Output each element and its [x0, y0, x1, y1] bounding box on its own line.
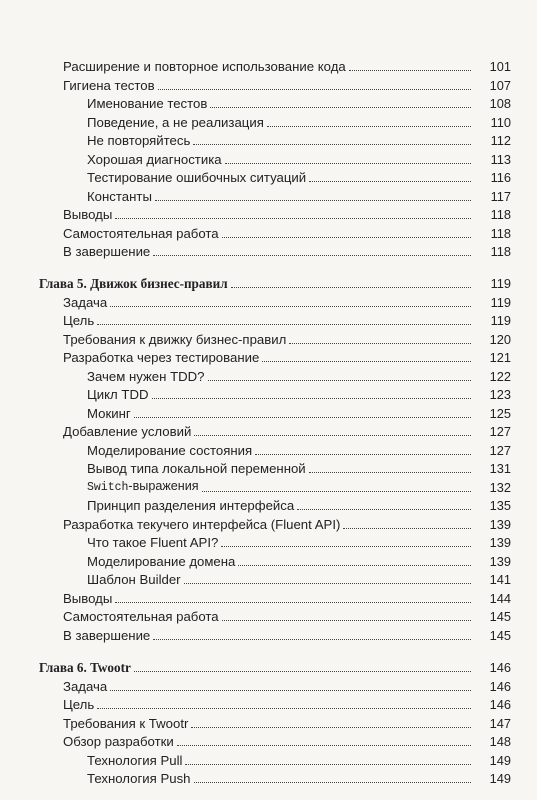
toc-entry-title: Требования к движку бизнес-правил [63, 332, 287, 347]
toc-entry[interactable] [0, 439, 537, 458]
dot-leader [191, 727, 471, 728]
toc-page-number: 146 [489, 679, 511, 694]
toc-page-number: 107 [489, 78, 511, 93]
toc-page-number: 146 [489, 660, 511, 675]
toc-page-number: 147 [489, 716, 511, 731]
toc-entry-title: Вывод типа локальной переменной [87, 461, 306, 476]
dot-leader [267, 126, 471, 127]
toc-entry-title: Принцип разделения интерфейса [87, 498, 295, 513]
toc-entry-title: Не повторяйтесь [87, 133, 191, 148]
dot-leader [194, 782, 472, 783]
dot-leader [222, 620, 471, 621]
toc-entry[interactable] [0, 494, 537, 513]
toc-entry[interactable] [0, 166, 537, 185]
toc-entry[interactable] [0, 420, 537, 439]
toc-entry-title: Хорошая диагностика [87, 152, 222, 167]
toc-entry[interactable] [0, 693, 537, 712]
toc-page-number: 148 [489, 734, 511, 749]
toc-page-number: 119 [490, 295, 511, 310]
dot-leader [309, 472, 471, 473]
toc-entry[interactable] [0, 587, 537, 606]
dot-leader [231, 287, 471, 288]
toc-page-number: 123 [489, 387, 511, 402]
toc-entry[interactable] [0, 767, 537, 786]
toc-entry-title: Цель [63, 697, 95, 712]
toc-page-number: 145 [489, 628, 511, 643]
toc-entry-title: Цель [63, 313, 95, 328]
dot-leader [110, 690, 471, 691]
dot-leader [222, 237, 471, 238]
toc-entry[interactable] [0, 513, 537, 532]
toc-entry-title: Константы [87, 189, 152, 204]
toc-entry[interactable] [0, 129, 537, 148]
toc-entry[interactable] [0, 476, 537, 495]
toc-entry-title: Switch-выражения [87, 479, 199, 494]
toc-page-number: 113 [490, 152, 511, 167]
dot-leader [185, 764, 471, 765]
dot-leader [289, 343, 471, 344]
toc-page-number: 149 [489, 771, 511, 786]
dot-leader [155, 200, 471, 201]
toc-entry[interactable] [0, 457, 537, 476]
dot-leader [153, 255, 471, 256]
toc-entry-title: Расширение и повторное использование кода [63, 59, 346, 74]
toc-entry-title: Разработка через тестирование [63, 350, 260, 365]
dot-leader [238, 565, 471, 566]
toc-chapter-entry[interactable] [0, 272, 537, 291]
toc-entry[interactable] [0, 185, 537, 204]
toc-page-number: 149 [489, 753, 511, 768]
toc-page-number: 146 [489, 697, 511, 712]
toc-entry[interactable] [0, 291, 537, 310]
toc-entry-title: Зачем нужен TDD? [87, 369, 205, 384]
toc-entry[interactable] [0, 309, 537, 328]
toc-entry-title: Самостоятельная работа [63, 609, 219, 624]
toc-entry-title: Технология Pull [87, 753, 183, 768]
toc-entry-title: Именование тестов [87, 96, 208, 111]
toc-entry[interactable] [0, 550, 537, 569]
toc-entry-title: В завершение [63, 628, 151, 643]
dot-leader [158, 89, 471, 90]
toc-page-number: 127 [489, 424, 511, 439]
toc-entry-title: Поведение, а не реализация [87, 115, 264, 130]
toc-entry-title: Требования к Twootr [63, 716, 189, 731]
toc-page-number: 127 [489, 443, 511, 458]
toc-entry-title: Глава 5. Движок бизнес-правил [39, 276, 228, 291]
toc-entry[interactable] [0, 605, 537, 624]
dot-leader [343, 528, 471, 529]
toc-entry-title: Мокинг [87, 406, 131, 421]
dot-leader [134, 417, 471, 418]
toc-chapter-entry[interactable] [0, 656, 537, 675]
dot-leader [184, 583, 471, 584]
toc-entry[interactable] [0, 730, 537, 749]
toc-entry-title: Гигиена тестов [63, 78, 155, 93]
dot-leader [97, 708, 471, 709]
dot-leader [134, 671, 471, 672]
toc-entry-title: В завершение [63, 244, 151, 259]
toc-entry-title: Глава 6. Twootr [39, 660, 131, 675]
dot-leader [349, 70, 471, 71]
toc-entry[interactable] [0, 675, 537, 694]
toc-page-number: 132 [489, 480, 511, 495]
toc-page-number: 112 [490, 133, 511, 148]
dot-leader [208, 380, 471, 381]
toc-page-number: 139 [489, 517, 511, 532]
toc-page-number: 108 [489, 96, 511, 111]
dot-leader [309, 181, 471, 182]
toc-page-number: 117 [490, 189, 511, 204]
toc-page-number: 122 [489, 369, 511, 384]
toc-entry[interactable] [0, 712, 537, 731]
toc-page-number: 125 [489, 406, 511, 421]
dot-leader [193, 144, 471, 145]
dot-leader [177, 745, 471, 746]
toc-entry-title: Что такое Fluent API? [87, 535, 219, 550]
toc-entry-title: Выводы [63, 207, 113, 222]
toc-entry[interactable] [0, 55, 537, 74]
toc-entry[interactable] [0, 92, 537, 111]
toc-entry[interactable] [0, 624, 537, 643]
toc-entry-title: Шаблон Builder [87, 572, 181, 587]
toc-page-number: 118 [490, 207, 511, 222]
toc-entry-title: Задача [63, 295, 108, 310]
toc-page-number: 119 [490, 313, 511, 328]
toc-page-number: 131 [489, 461, 511, 476]
toc-entry[interactable] [0, 74, 537, 93]
toc-entry[interactable] [0, 365, 537, 384]
dot-leader [221, 546, 471, 547]
dot-leader [115, 218, 471, 219]
toc-entry[interactable] [0, 203, 537, 222]
dot-leader [194, 435, 471, 436]
toc-entry[interactable] [0, 383, 537, 402]
toc-entry[interactable] [0, 222, 537, 241]
toc-entry[interactable] [0, 402, 537, 421]
toc-page-number: 118 [490, 244, 511, 259]
toc-page-number: 145 [489, 609, 511, 624]
toc-entry-title: Выводы [63, 591, 113, 606]
toc-entry[interactable] [0, 240, 537, 259]
toc-entry[interactable] [0, 328, 537, 347]
toc-page-number: 121 [489, 350, 511, 365]
toc-entry[interactable] [0, 568, 537, 587]
toc-page-number: 139 [489, 535, 511, 550]
toc-entry-title: Задача [63, 679, 108, 694]
toc-entry-title: Разработка текучего интерфейса (Fluent API) [63, 517, 341, 532]
dot-leader [110, 306, 471, 307]
toc-page-number: 101 [489, 59, 511, 74]
toc-page-number: 139 [489, 554, 511, 569]
toc-entry[interactable] [0, 148, 537, 167]
toc-entry-title: Технология Push [87, 771, 191, 786]
toc-entry[interactable] [0, 531, 537, 550]
dot-leader [97, 324, 471, 325]
dot-leader [202, 491, 471, 492]
toc-page-number: 119 [490, 276, 511, 291]
toc-entry-title: Моделирование состояния [87, 443, 253, 458]
toc-entry[interactable] [0, 749, 537, 768]
toc-entry-title: Обзор разработки [63, 734, 174, 749]
toc-page-number: 116 [490, 170, 511, 185]
toc-page-number: 141 [489, 572, 511, 587]
dot-leader [255, 454, 471, 455]
dot-leader [210, 107, 471, 108]
toc-page-number: 144 [489, 591, 511, 606]
toc-page-number: 135 [489, 498, 511, 513]
toc-entry-title: Тестирование ошибочных ситуаций [87, 170, 307, 185]
toc-page-number: 118 [490, 226, 511, 241]
dot-leader [115, 602, 471, 603]
dot-leader [153, 639, 471, 640]
toc-entry-title: Моделирование домена [87, 554, 236, 569]
toc-page-number: 120 [489, 332, 511, 347]
toc-entry-title: Добавление условий [63, 424, 192, 439]
dot-leader [152, 398, 471, 399]
toc-entry[interactable] [0, 346, 537, 365]
dot-leader [262, 361, 471, 362]
dot-leader [225, 163, 471, 164]
toc-entry-title: Самостоятельная работа [63, 226, 219, 241]
toc-entry[interactable] [0, 111, 537, 130]
toc-page-number: 110 [490, 115, 511, 130]
dot-leader [297, 509, 471, 510]
toc-entry-title: Цикл TDD [87, 387, 149, 402]
